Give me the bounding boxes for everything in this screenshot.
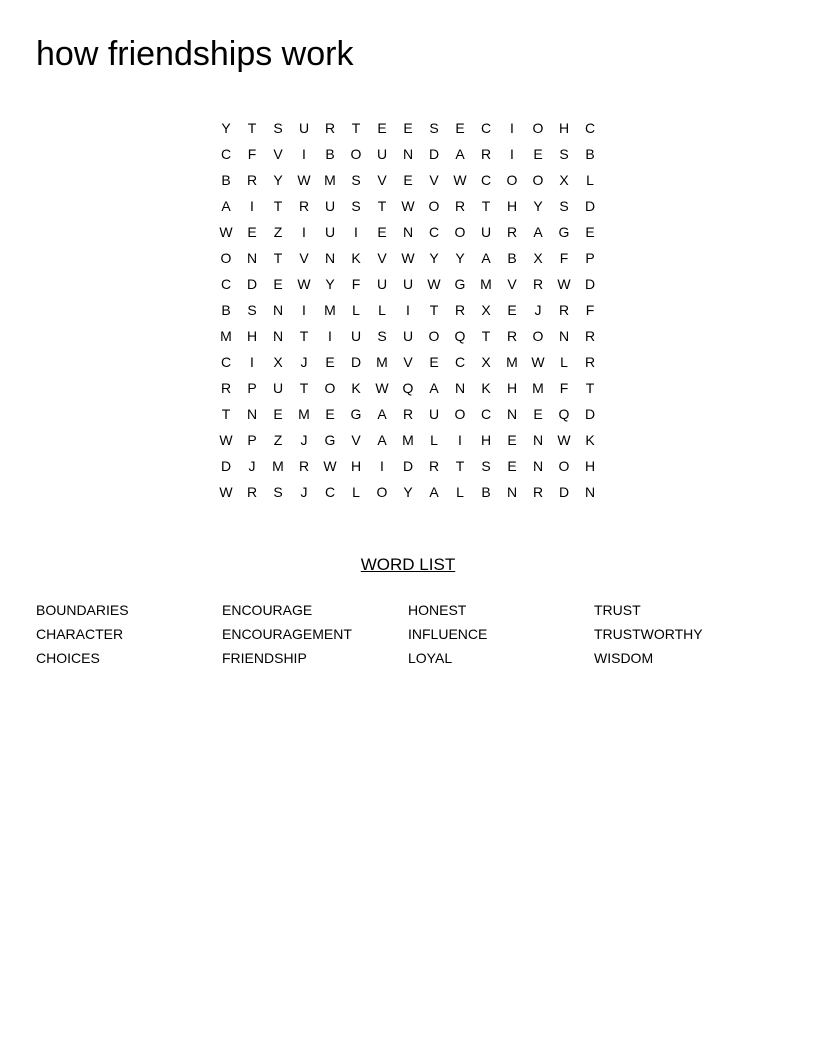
grid-letter: I	[510, 146, 514, 162]
grid-letter: U	[298, 120, 310, 136]
grid-letter: M	[506, 354, 518, 370]
grid-letter: F	[351, 276, 361, 292]
word-list-item: FRIENDSHIP	[222, 650, 307, 666]
grid-letter: E	[325, 406, 335, 422]
grid-letter: A	[429, 380, 439, 396]
grid-letter: R	[532, 276, 544, 292]
grid-row	[213, 427, 603, 453]
grid-letter: D	[584, 276, 596, 292]
grid-letter: S	[559, 146, 569, 162]
grid-letter: C	[220, 276, 232, 292]
grid-letter: V	[377, 250, 387, 266]
grid-row	[213, 219, 603, 245]
word-list	[36, 600, 780, 672]
grid-letter: L	[586, 172, 594, 188]
grid-letter: H	[246, 328, 258, 344]
grid-letter: D	[402, 458, 414, 474]
grid-letter: O	[428, 198, 440, 214]
grid-letter: E	[429, 354, 439, 370]
grid-letter: U	[350, 328, 362, 344]
grid-letter: E	[507, 432, 517, 448]
grid-letter: W	[401, 250, 415, 266]
grid-letter: I	[250, 354, 254, 370]
grid-letter: C	[428, 224, 440, 240]
grid-letter: Z	[273, 432, 283, 448]
grid-letter: R	[402, 406, 414, 422]
grid-row	[213, 271, 603, 297]
grid-letter: J	[248, 458, 256, 474]
grid-letter: W	[219, 432, 233, 448]
grid-letter: T	[481, 328, 491, 344]
grid-letter: N	[558, 328, 570, 344]
grid-letter: M	[272, 458, 284, 474]
grid-letter: R	[220, 380, 232, 396]
grid-letter: A	[377, 406, 387, 422]
grid-letter: O	[428, 328, 440, 344]
grid-letter: I	[302, 224, 306, 240]
grid-letter: A	[455, 146, 465, 162]
grid-letter: H	[480, 432, 492, 448]
grid-letter: R	[298, 458, 310, 474]
grid-letter: S	[481, 458, 491, 474]
grid-letter: H	[584, 458, 596, 474]
grid-letter: O	[376, 484, 388, 500]
grid-letter: X	[273, 354, 283, 370]
grid-letter: T	[429, 302, 439, 318]
grid-letter: W	[531, 354, 545, 370]
grid-letter: R	[584, 328, 596, 344]
grid-letter: U	[324, 224, 336, 240]
grid-letter: H	[506, 198, 518, 214]
grid-row	[213, 453, 603, 479]
grid-letter: O	[454, 224, 466, 240]
grid-letter: T	[299, 328, 309, 344]
grid-letter: B	[221, 172, 231, 188]
grid-letter: O	[506, 172, 518, 188]
grid-letter: C	[480, 172, 492, 188]
grid-letter: M	[376, 354, 388, 370]
grid-letter: L	[560, 354, 568, 370]
grid-letter: B	[325, 146, 335, 162]
grid-letter: R	[428, 458, 440, 474]
grid-letter: U	[324, 198, 336, 214]
grid-letter: N	[246, 406, 258, 422]
grid-letter: R	[246, 484, 258, 500]
grid-letter: N	[246, 250, 258, 266]
grid-letter: V	[273, 146, 283, 162]
grid-letter: Y	[325, 276, 335, 292]
grid-letter: W	[453, 172, 467, 188]
grid-letter: R	[558, 302, 570, 318]
grid-letter: M	[220, 328, 232, 344]
grid-letter: G	[350, 406, 362, 422]
grid-letter: E	[533, 406, 543, 422]
grid-row	[213, 479, 603, 505]
grid-letter: D	[246, 276, 258, 292]
grid-letter: E	[377, 120, 387, 136]
grid-letter: Q	[558, 406, 570, 422]
grid-letter: V	[403, 354, 413, 370]
grid-letter: O	[220, 250, 232, 266]
grid-letter: W	[219, 224, 233, 240]
grid-letter: L	[378, 302, 386, 318]
grid-letter: E	[273, 276, 283, 292]
grid-letter: J	[300, 432, 308, 448]
grid-letter: B	[585, 146, 595, 162]
grid-letter: T	[377, 198, 387, 214]
grid-row	[213, 167, 603, 193]
grid-letter: I	[458, 432, 462, 448]
grid-letter: E	[247, 224, 257, 240]
grid-letter: C	[454, 354, 466, 370]
grid-letter: E	[455, 120, 465, 136]
grid-letter: Y	[403, 484, 413, 500]
grid-letter: R	[454, 302, 466, 318]
grid-letter: N	[532, 458, 544, 474]
grid-letter: P	[247, 432, 257, 448]
grid-letter: F	[559, 250, 569, 266]
grid-letter: S	[377, 328, 387, 344]
grid-letter: Q	[454, 328, 466, 344]
word-list-item: WISDOM	[594, 650, 654, 666]
grid-letter: C	[584, 120, 596, 136]
grid-letter: N	[324, 250, 336, 266]
grid-letter: F	[247, 146, 257, 162]
grid-letter: Y	[221, 120, 231, 136]
grid-letter: I	[328, 328, 332, 344]
grid-letter: J	[300, 354, 308, 370]
grid-letter: E	[533, 146, 543, 162]
grid-letter: P	[585, 250, 595, 266]
word-list-item: ENCOURAGEMENT	[222, 626, 352, 642]
grid-letter: X	[533, 250, 543, 266]
grid-letter: N	[272, 302, 284, 318]
grid-letter: C	[220, 354, 232, 370]
grid-letter: A	[533, 224, 543, 240]
page-title: how friendships work	[36, 35, 354, 73]
grid-letter: L	[352, 302, 360, 318]
grid-letter: T	[299, 380, 309, 396]
grid-letter: T	[273, 250, 283, 266]
grid-letter: R	[298, 198, 310, 214]
grid-letter: U	[480, 224, 492, 240]
grid-letter: W	[401, 198, 415, 214]
grid-letter: D	[350, 354, 362, 370]
grid-letter: D	[428, 146, 440, 162]
grid-letter: K	[585, 432, 595, 448]
grid-letter: M	[532, 380, 544, 396]
grid-letter: O	[324, 380, 336, 396]
grid-letter: E	[377, 224, 387, 240]
grid-letter: E	[273, 406, 283, 422]
grid-letter: R	[584, 354, 596, 370]
grid-letter: R	[324, 120, 336, 136]
grid-letter: G	[324, 432, 336, 448]
grid-letter: M	[480, 276, 492, 292]
grid-letter: M	[298, 406, 310, 422]
grid-letter: J	[300, 484, 308, 500]
grid-letter: C	[220, 146, 232, 162]
grid-letter: V	[507, 276, 517, 292]
word-list-item: LOYAL	[408, 650, 453, 666]
grid-letter: R	[454, 198, 466, 214]
grid-letter: C	[324, 484, 336, 500]
grid-letter: W	[323, 458, 337, 474]
grid-letter: L	[456, 484, 464, 500]
grid-row	[213, 375, 603, 401]
grid-letter: N	[506, 484, 518, 500]
grid-letter: Y	[533, 198, 543, 214]
grid-letter: S	[273, 484, 283, 500]
grid-letter: O	[454, 406, 466, 422]
grid-letter: N	[272, 328, 284, 344]
word-list-item: HONEST	[408, 602, 467, 618]
word-list-item: TRUST	[594, 602, 641, 618]
grid-letter: F	[585, 302, 595, 318]
word-list-item: ENCOURAGE	[222, 602, 313, 618]
grid-letter: W	[375, 380, 389, 396]
grid-letter: B	[221, 302, 231, 318]
grid-letter: K	[351, 380, 361, 396]
grid-letter: T	[273, 198, 283, 214]
grid-letter: U	[376, 146, 388, 162]
grid-letter: O	[532, 328, 544, 344]
grid-row	[213, 297, 603, 323]
grid-letter: C	[480, 406, 492, 422]
grid-letter: I	[302, 146, 306, 162]
grid-letter: I	[302, 302, 306, 318]
grid-letter: X	[559, 172, 569, 188]
grid-letter: O	[350, 146, 362, 162]
grid-row	[213, 193, 603, 219]
grid-letter: T	[481, 198, 491, 214]
grid-letter: O	[558, 458, 570, 474]
grid-row	[213, 349, 603, 375]
grid-letter: V	[351, 432, 361, 448]
grid-letter: T	[585, 380, 595, 396]
grid-letter: R	[246, 172, 258, 188]
grid-letter: J	[534, 302, 542, 318]
grid-letter: U	[402, 276, 414, 292]
grid-letter: A	[481, 250, 491, 266]
grid-letter: D	[558, 484, 570, 500]
grid-letter: M	[402, 432, 414, 448]
grid-letter: N	[454, 380, 466, 396]
grid-letter: V	[429, 172, 439, 188]
grid-letter: K	[351, 250, 361, 266]
grid-letter: A	[429, 484, 439, 500]
grid-letter: B	[507, 250, 517, 266]
grid-letter: N	[402, 146, 414, 162]
grid-letter: X	[481, 354, 491, 370]
word-list-item: CHOICES	[36, 650, 100, 666]
word-list-item: INFLUENCE	[408, 626, 488, 642]
grid-letter: U	[272, 380, 284, 396]
grid-letter: S	[559, 198, 569, 214]
grid-letter: S	[247, 302, 257, 318]
grid-letter: Y	[273, 172, 283, 188]
grid-letter: T	[455, 458, 465, 474]
grid-letter: K	[481, 380, 491, 396]
grid-letter: N	[584, 484, 596, 500]
grid-letter: B	[481, 484, 491, 500]
grid-letter: E	[403, 120, 413, 136]
grid-letter: I	[250, 198, 254, 214]
grid-letter: D	[220, 458, 232, 474]
grid-row	[213, 115, 603, 141]
grid-letter: A	[221, 198, 231, 214]
grid-letter: U	[402, 328, 414, 344]
grid-letter: G	[558, 224, 570, 240]
grid-letter: I	[406, 302, 410, 318]
grid-letter: A	[377, 432, 387, 448]
grid-letter: U	[376, 276, 388, 292]
grid-letter: M	[324, 172, 336, 188]
word-list-item: TRUSTWORTHY	[594, 626, 703, 642]
grid-letter: R	[532, 484, 544, 500]
grid-letter: F	[559, 380, 569, 396]
grid-letter: U	[428, 406, 440, 422]
grid-row	[213, 245, 603, 271]
grid-letter: E	[403, 172, 413, 188]
grid-letter: H	[350, 458, 362, 474]
grid-letter: Z	[273, 224, 283, 240]
grid-letter: S	[351, 172, 361, 188]
grid-row	[213, 323, 603, 349]
word-search-grid	[213, 115, 603, 505]
grid-letter: D	[584, 198, 596, 214]
word-list-item: CHARACTER	[36, 626, 124, 642]
grid-letter: I	[510, 120, 514, 136]
grid-letter: P	[247, 380, 257, 396]
grid-letter: W	[297, 276, 311, 292]
grid-letter: W	[427, 276, 441, 292]
grid-letter: V	[377, 172, 387, 188]
grid-letter: W	[557, 276, 571, 292]
word-list-heading: WORD LIST	[360, 555, 456, 574]
grid-letter: T	[351, 120, 361, 136]
grid-row	[213, 401, 603, 427]
grid-letter: W	[297, 172, 311, 188]
grid-letter: W	[219, 484, 233, 500]
grid-letter: L	[430, 432, 438, 448]
grid-letter: G	[454, 276, 466, 292]
grid-letter: T	[221, 406, 231, 422]
grid-letter: E	[325, 354, 335, 370]
grid-letter: X	[481, 302, 491, 318]
grid-letter: S	[351, 198, 361, 214]
grid-letter: I	[380, 458, 384, 474]
grid-letter: H	[558, 120, 570, 136]
grid-letter: S	[429, 120, 439, 136]
grid-letter: H	[506, 380, 518, 396]
grid-letter: Q	[402, 380, 414, 396]
grid-letter: L	[352, 484, 360, 500]
grid-letter: N	[402, 224, 414, 240]
grid-letter: E	[507, 302, 517, 318]
grid-letter: N	[532, 432, 544, 448]
grid-letter: O	[532, 120, 544, 136]
grid-letter: R	[506, 328, 518, 344]
grid-letter: C	[480, 120, 492, 136]
grid-letter: V	[299, 250, 309, 266]
grid-letter: S	[273, 120, 283, 136]
grid-letter: T	[247, 120, 257, 136]
word-list-item: BOUNDARIES	[36, 602, 129, 618]
grid-letter: E	[585, 224, 595, 240]
grid-letter: O	[532, 172, 544, 188]
grid-letter: W	[557, 432, 571, 448]
grid-letter: D	[584, 406, 596, 422]
grid-letter: N	[506, 406, 518, 422]
grid-letter: E	[507, 458, 517, 474]
grid-letter: R	[506, 224, 518, 240]
grid-letter: I	[354, 224, 358, 240]
grid-letter: M	[324, 302, 336, 318]
grid-row	[213, 141, 603, 167]
grid-letter: R	[480, 146, 492, 162]
grid-letter: Y	[429, 250, 439, 266]
grid-letter: Y	[455, 250, 465, 266]
